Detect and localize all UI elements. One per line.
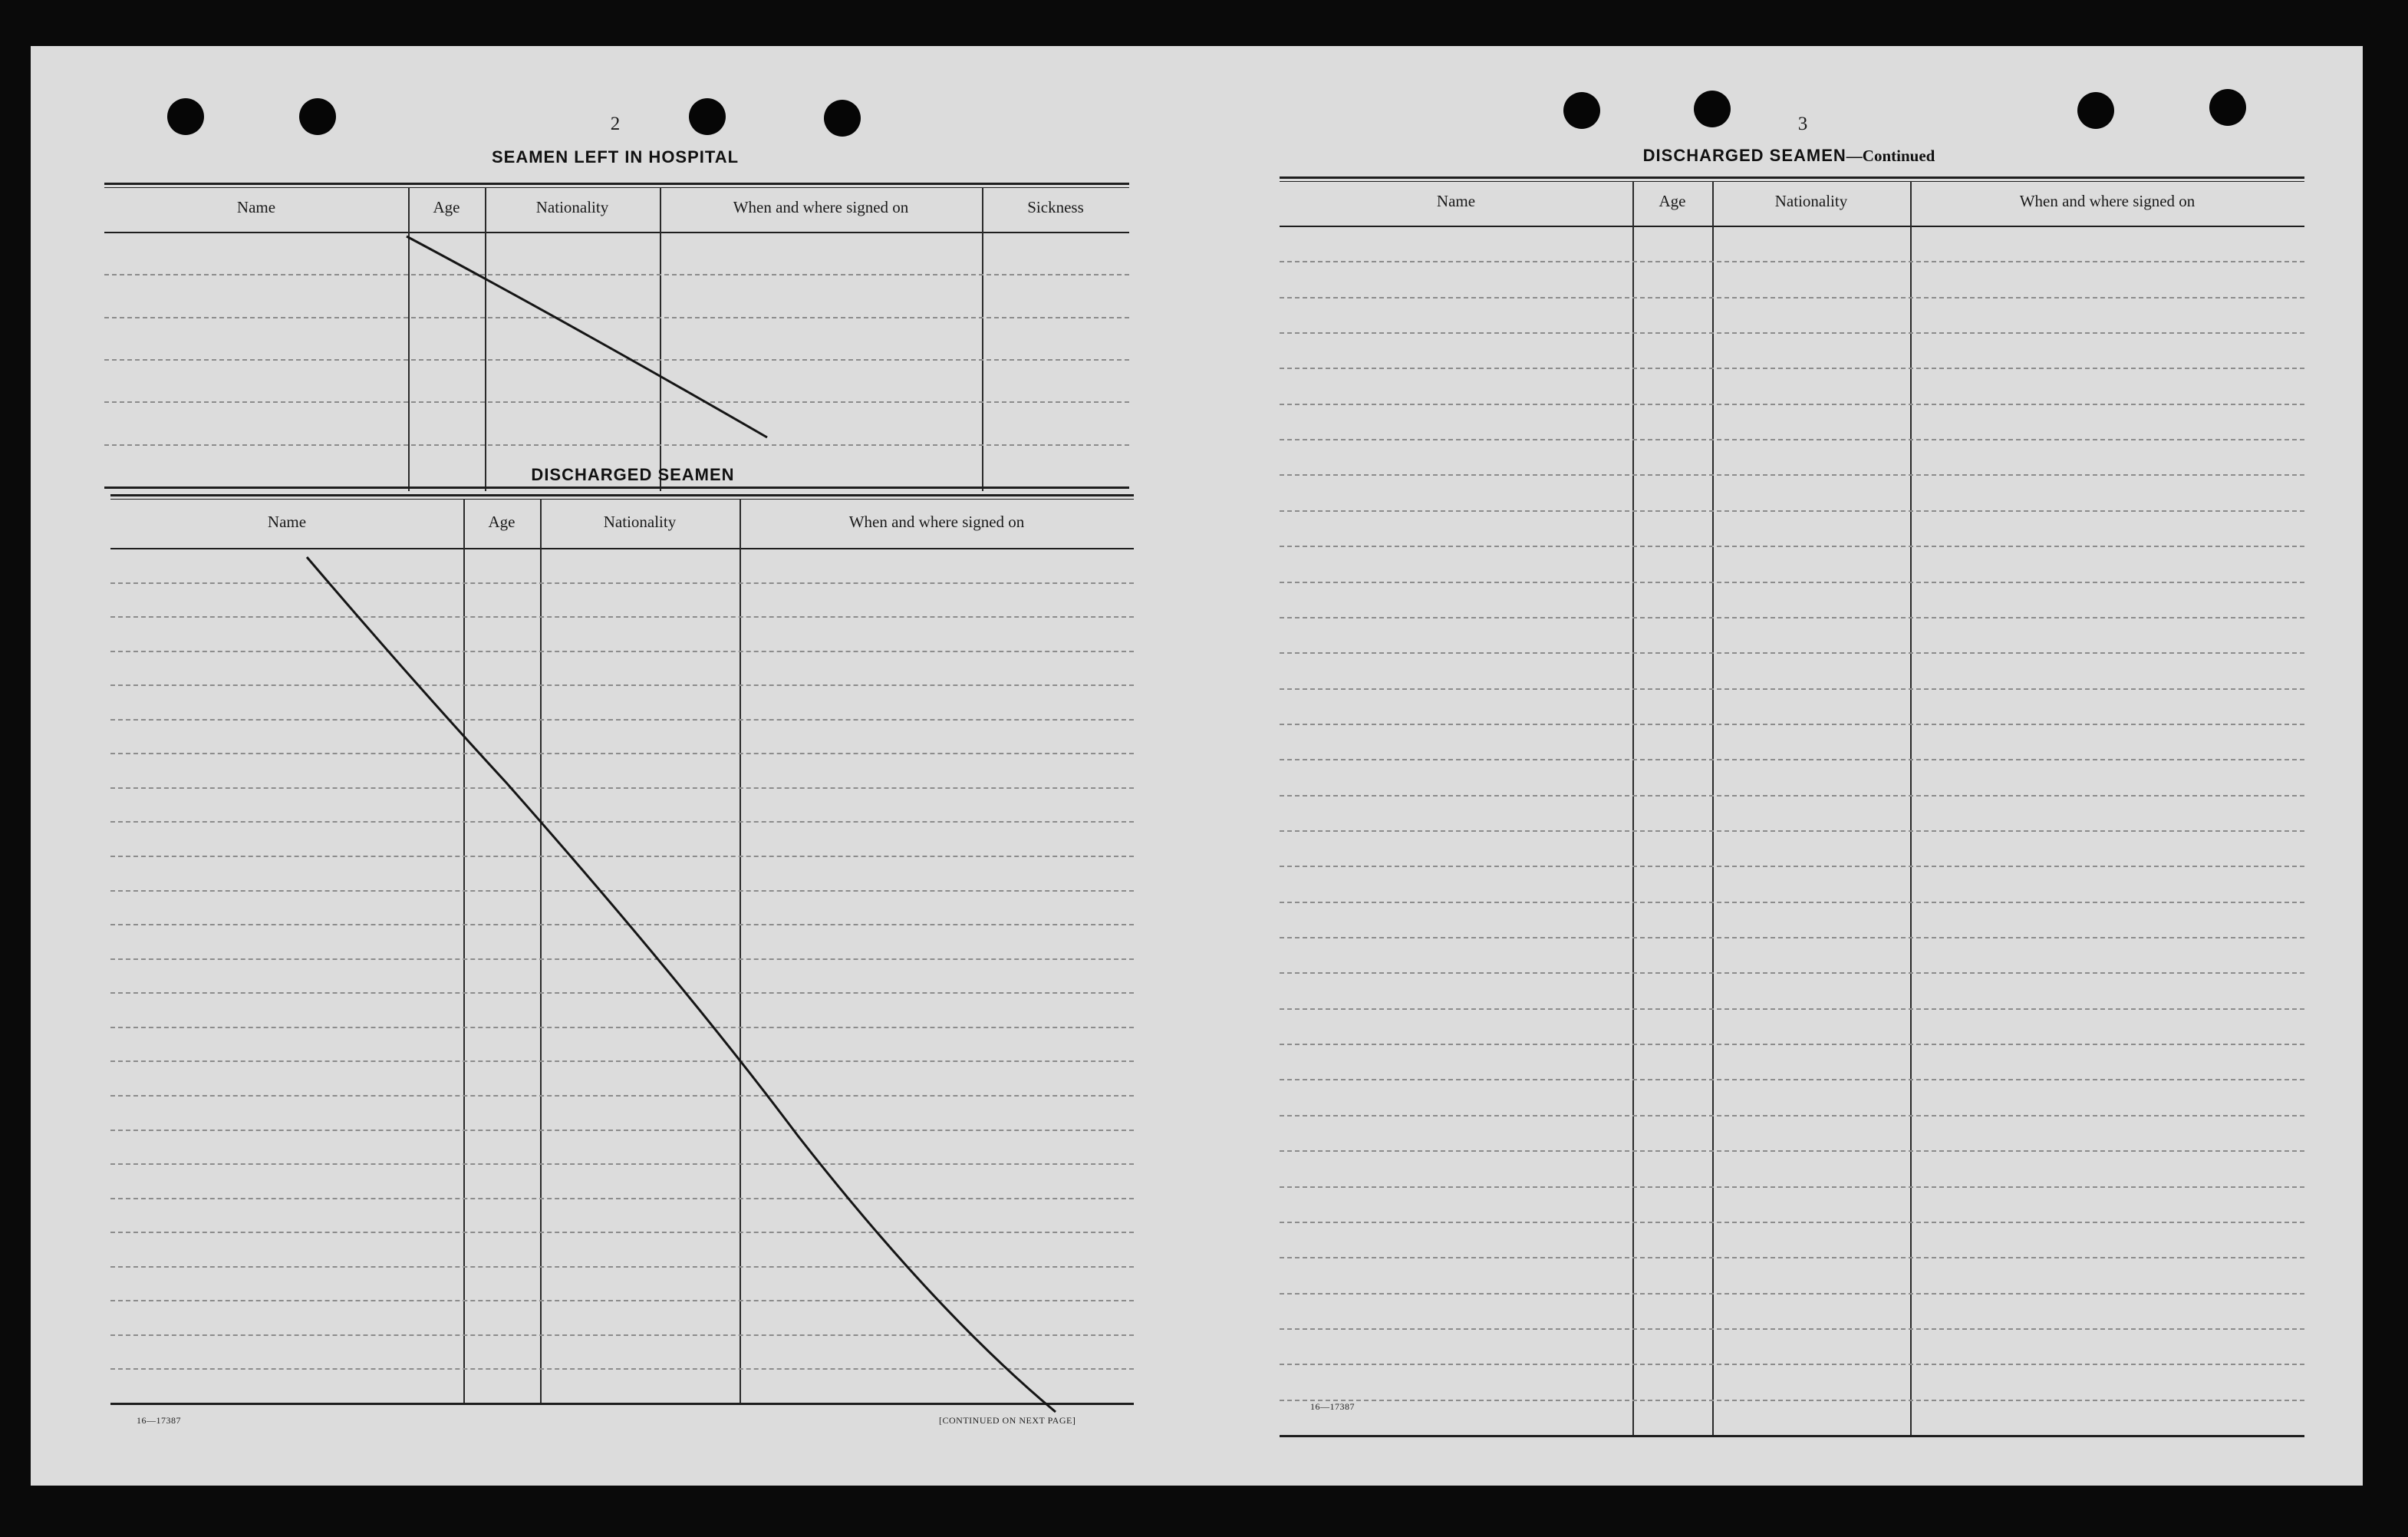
column-header-nationality: Nationality bbox=[535, 198, 609, 216]
hospital-section-title: SEAMEN LEFT IN HOSPITAL bbox=[491, 147, 740, 167]
column-header-name: Name bbox=[236, 198, 276, 216]
column-header-age: Age bbox=[488, 513, 516, 531]
page-number-left: 2 bbox=[610, 114, 621, 134]
column-header-signed-on: When and where signed on bbox=[2019, 192, 2196, 210]
right-section-title-text: DISCHARGED SEAMEN bbox=[1642, 146, 1846, 165]
form-number-right: 16—17387 bbox=[1310, 1401, 1355, 1412]
discharged-section-title: DISCHARGED SEAMEN bbox=[531, 465, 735, 484]
column-header-age: Age bbox=[433, 198, 460, 216]
column-header-age: Age bbox=[1659, 192, 1686, 210]
column-header-name: Name bbox=[267, 513, 307, 531]
column-header-signed-on: When and where signed on bbox=[733, 198, 909, 216]
hospital-strike-line bbox=[407, 236, 767, 437]
column-header-nationality: Nationality bbox=[1774, 192, 1848, 210]
strike-through-marks bbox=[31, 46, 2363, 1486]
form-sheet bbox=[31, 46, 2363, 1486]
page-number-right: 3 bbox=[1797, 114, 1808, 134]
column-header-sickness: Sickness bbox=[1027, 198, 1084, 216]
column-header-name: Name bbox=[1436, 192, 1476, 210]
form-number-left: 16—17387 bbox=[137, 1415, 181, 1426]
continued-note: [CONTINUED ON NEXT PAGE] bbox=[939, 1415, 1076, 1426]
column-header-signed-on: When and where signed on bbox=[848, 513, 1025, 531]
discharged-strike-line bbox=[307, 557, 1056, 1412]
column-header-nationality: Nationality bbox=[603, 513, 677, 531]
continued-suffix: —Continued bbox=[1846, 147, 1935, 165]
